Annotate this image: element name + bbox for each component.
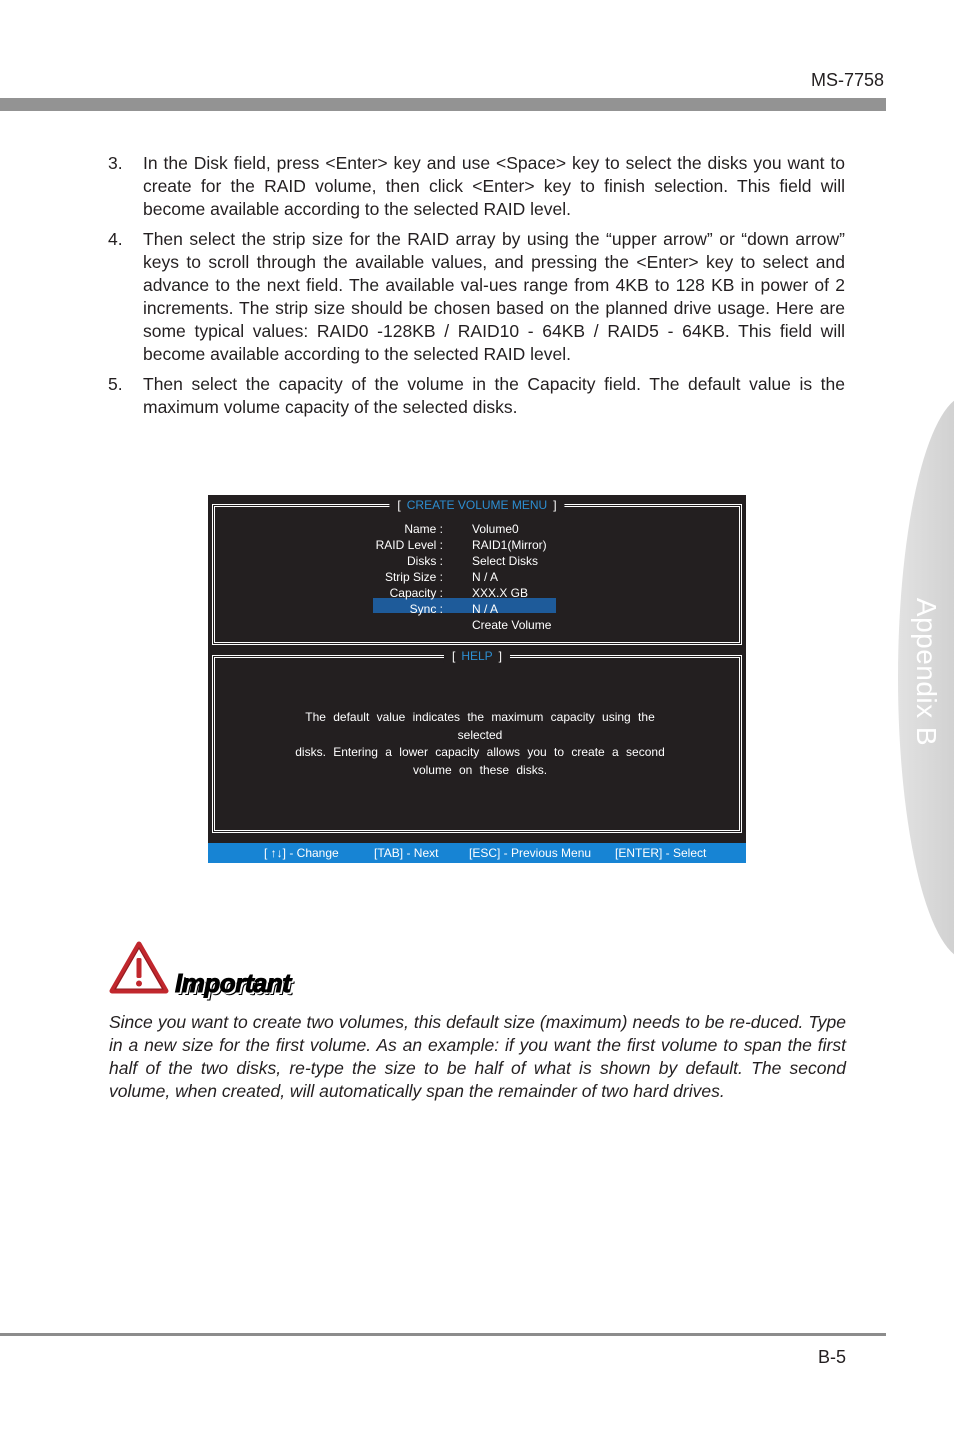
- bracket-close: ]: [553, 498, 557, 512]
- help-panel-title: [444, 649, 510, 663]
- important-body: Since you want to create two volumes, this default size (maximum) needs to be re-duced. Type in a new size for the first volume. As an example: if you want the first volume to span the first half of the two disks, re-type the size to be half of what is shown by default. The second volume, when created, will automatically span the remainder of two hard drives.: [109, 1012, 846, 1101]
- hint-change: [ ↑↓] - Change: [264, 846, 339, 860]
- help-text: [285, 709, 675, 779]
- key-hints-bar: [208, 843, 746, 863]
- appendix-label: Appendix B: [911, 597, 942, 747]
- hint-previous-menu: [ESC] - Previous Menu: [469, 846, 592, 860]
- bracket-open: [: [451, 649, 456, 663]
- create-volume-panel: [ CREATE VOLUME MENU ] Name : Volume0 RAID Level : RAID1(Mirror) Disks : Select Disks Strip Size : N / A Capacity : XXX.X GB Sync : N / A Create Volume: [212, 504, 742, 645]
- help-line: The default value indicates the maximum capacity using the selected: [305, 710, 655, 742]
- page-number: B-5: [817, 1347, 846, 1367]
- footer-rule: [0, 1333, 886, 1336]
- panel-title: [389, 498, 564, 512]
- field-sync-label: Sync :: [409, 602, 443, 616]
- header-rule: [0, 98, 886, 111]
- step-item: [108, 373, 845, 419]
- step-item: [108, 228, 845, 366]
- bracket-close: ]: [498, 649, 503, 663]
- step-text: In the Disk field, press <Enter> key and use <Space> key to select the disks you want to create for the RAID volume, then click <Enter> key to finish selection. This field will become available according to the selected RAID level.: [143, 153, 845, 219]
- warning-triangle-icon: [108, 940, 170, 1001]
- create-volume-menu-title: CREATE VOLUME MENU: [406, 498, 548, 512]
- model-number: MS-7758: [810, 70, 884, 90]
- field-strip-size-label: Strip Size :: [384, 570, 443, 584]
- field-name-label: Name :: [404, 522, 443, 536]
- field-disks-label: Disks :: [407, 554, 443, 568]
- bios-screenshot: [208, 495, 746, 863]
- hint-select: [ENTER] - Select: [615, 846, 707, 860]
- step-number: 3.: [108, 153, 123, 173]
- field-capacity-label: Capacity :: [389, 586, 443, 600]
- step-text: Then select the strip size for the RAID array by using the “upper arrow” or “down arrow” keys to scroll through the available values, and pressing the <Enter> key to select and advance to the next field. The available val-ues range from 4KB to 128 KB in power of 2 increments. The strip size should be chosen based on the planned drive usage. Here are some typical values: RAID0 -128KB / RAID10 - 64KB / RAID5 - 64KB. This field will become available according to the selected RAID level.: [143, 229, 845, 364]
- field-raid-level-label: RAID Level :: [375, 538, 443, 552]
- step-number: 5.: [108, 374, 123, 394]
- help-line: disks. Entering a lower capacity allows you to create a second: [295, 745, 665, 759]
- help-title: HELP: [461, 649, 493, 663]
- instruction-steps: [108, 152, 845, 426]
- bracket-open: [: [397, 498, 401, 512]
- help-line: volume on these disks.: [412, 762, 548, 777]
- step-text: Then select the capacity of the volume in the Capacity field. The default value is the maximum volume capacity of the selected disks.: [143, 374, 845, 417]
- help-panel: [212, 649, 742, 833]
- step-item: [108, 152, 845, 221]
- important-heading: Important: [175, 968, 291, 998]
- hint-next: [TAB] - Next: [374, 846, 439, 860]
- step-number: 4.: [108, 229, 123, 249]
